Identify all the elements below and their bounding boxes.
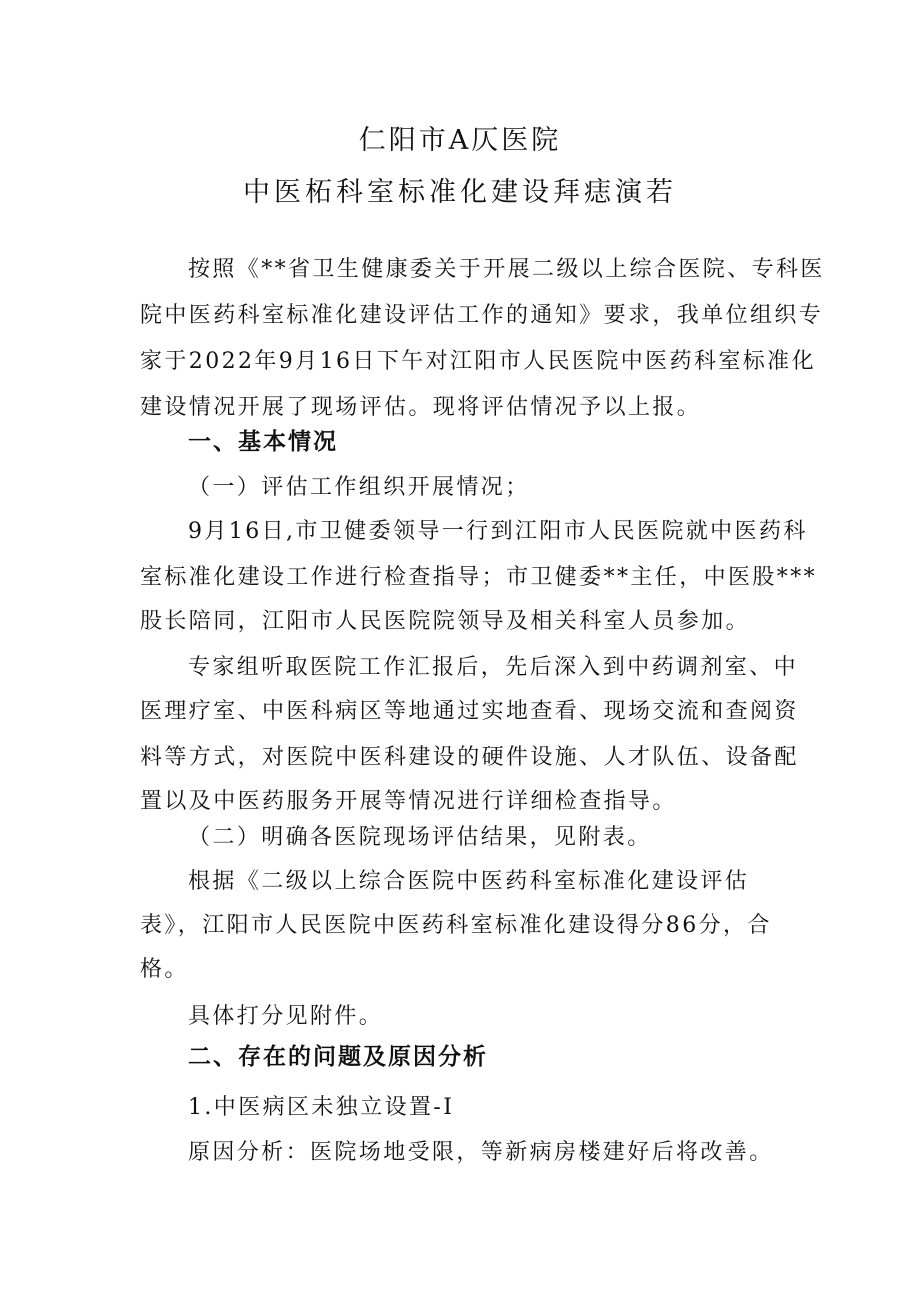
sub1-para1-line-2: 室标准化建设工作进行检查指导；市卫健委**主任，中医股*** [140,565,818,590]
issue-1-reason: 原因分析：医院场地受限，等新病房楼建好后将改善。 [188,1140,774,1165]
intro-line-1: 按照《**省卫生健康委关于开展二级以上综合医院、专科医 [188,257,825,282]
sub1-para1-line-3: 股长陪同，江阳市人民医院院领导及相关科室人员参加。 [140,609,751,634]
sub2-para-line-3: 格。 [140,957,189,982]
sub2-note: 具体打分见附件。 [188,1004,384,1029]
issue-1: 1.中医病区未独立设置-I [188,1095,455,1120]
document-title-line-2: 中医柘科室标准化建设拜痣演若 [243,177,677,208]
sub1-para2-line-4: 置以及中医药服务开展等情况进行详细检查指导。 [140,789,677,814]
subsection-1-heading: （一）评估工作组织开展情况； [188,475,530,500]
sub1-para1-line-1: 9月16日,市卫健委领导一行到江阳市人民医院就中医药科 [188,519,808,544]
intro-line-2: 院中医药科室标准化建设评估工作的通知》要求，我单位组织专 [140,303,824,328]
document-title-line-1: 仁阳市A仄医院 [358,125,562,156]
sub1-para2-line-1: 专家组听取医院工作汇报后，先后深入到中药调剂室、中 [188,655,799,680]
sub2-para-line-2: 表》，江阳市人民医院中医药科室标准化建设得分86分，合 [140,913,772,938]
section-1-heading: 一、基本情况 [188,429,338,455]
section-2-heading: 二、存在的问题及原因分析 [188,1044,488,1070]
sub2-para-line-1: 根据《二级以上综合医院中医药科室标准化建设评估 [188,869,750,894]
intro-line-4: 建设情况开展了现场评估。现将评估情况予以上报。 [140,395,702,420]
sub1-para2-line-3: 料等方式，对医院中医科建设的硬件设施、人才队伍、设备配 [140,745,799,770]
intro-line-3: 家于2022年9月16日下午对江阳市人民医院中医药科室标准化 [140,349,816,374]
sub1-para2-line-2: 医理疗室、中医科病区等地通过实地查看、现场交流和查阅资 [140,699,799,724]
subsection-2-heading: （二）明确各医院现场评估结果，见附表。 [188,825,652,850]
